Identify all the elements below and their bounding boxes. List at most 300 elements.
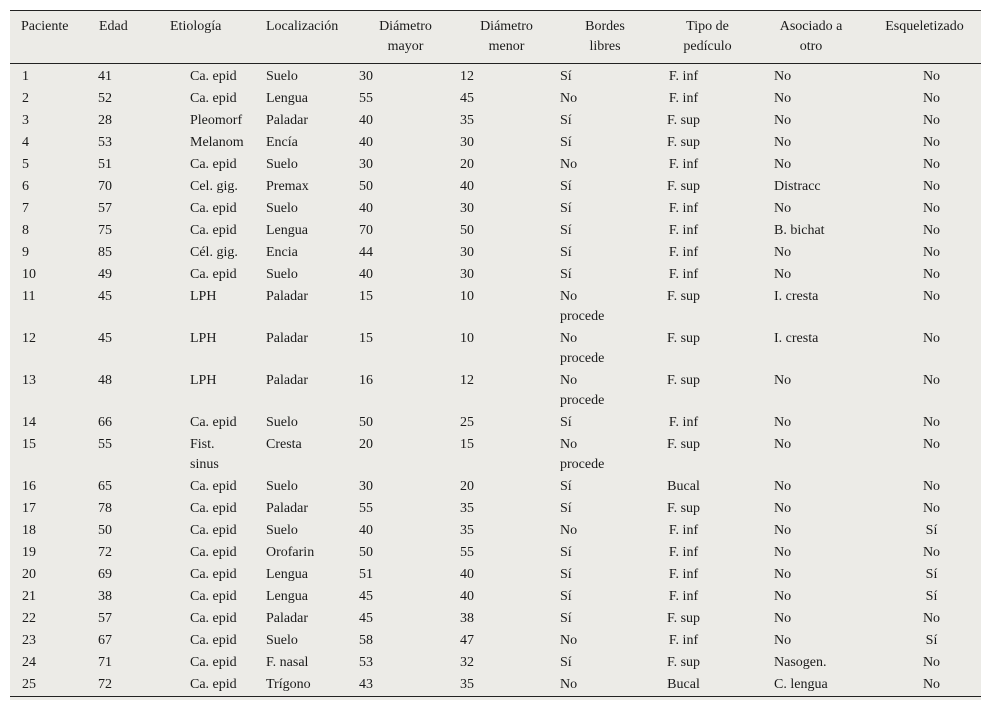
cell-text-bordes-libres: No <box>560 633 578 648</box>
cell-esqueletizado <box>852 88 981 110</box>
cell-edad <box>86 520 146 542</box>
header-localizacion: Localización <box>266 19 339 34</box>
cell-text-paciente: 21 <box>22 589 36 604</box>
cell-text-paciente: 13 <box>22 373 36 388</box>
cell-text-tipo-pediculo: Bucal <box>667 479 700 494</box>
cell-diametro-menor <box>456 520 557 542</box>
cell-bordes-libres <box>557 88 653 110</box>
cell-bordes-libres <box>557 542 653 564</box>
cell-paciente <box>10 64 86 89</box>
cell-text-diametro-mayor: 45 <box>359 589 373 604</box>
cell-edad <box>86 198 146 220</box>
cell-paciente <box>10 220 86 242</box>
cell-localizacion <box>250 476 355 498</box>
cell-text-esqueletizado: No <box>922 289 941 304</box>
cell-text-edad: 38 <box>98 589 112 604</box>
table-header-row <box>10 11 981 64</box>
cell-localizacion <box>250 434 355 476</box>
cell-edad <box>86 286 146 328</box>
cell-paciente <box>10 608 86 630</box>
cell-text-asociado-otro: No <box>774 501 792 516</box>
cell-edad <box>86 242 146 264</box>
cell-diametro-mayor <box>355 586 456 608</box>
cell-localizacion <box>250 674 355 697</box>
cell-diametro-mayor <box>355 476 456 498</box>
cell-tipo-pediculo <box>653 88 762 110</box>
cell-text-localizacion: Paladar <box>266 289 308 304</box>
cell-esqueletizado <box>852 652 981 674</box>
cell-etiologia <box>146 132 250 154</box>
cell-localizacion <box>250 220 355 242</box>
cell-text-tipo-pediculo: F. sup <box>666 437 701 452</box>
cell-text-etiologia: Ca. epid <box>190 157 237 172</box>
cell-esqueletizado <box>852 476 981 498</box>
cell-text-edad: 57 <box>98 201 112 216</box>
cell-tipo-pediculo <box>653 198 762 220</box>
cell-diametro-menor <box>456 434 557 476</box>
cell-edad <box>86 630 146 652</box>
cell-text-tipo-pediculo: F. inf <box>668 415 699 430</box>
cell-bordes-libres <box>557 64 653 89</box>
cell-paciente <box>10 674 86 697</box>
cell-esqueletizado <box>852 176 981 198</box>
cell-etiologia <box>146 64 250 89</box>
cell-text-asociado-otro: No <box>774 633 792 648</box>
cell-text-asociado-otro: No <box>774 135 792 150</box>
cell-asociado-otro <box>762 264 852 286</box>
cell-text-paciente: 10 <box>22 267 36 282</box>
cell-bordes-libres <box>557 476 653 498</box>
cell-paciente <box>10 412 86 434</box>
cell-text-etiologia: Cel. gig. <box>190 179 238 194</box>
cell-asociado-otro <box>762 110 852 132</box>
cell-text-localizacion: Paladar <box>266 501 308 516</box>
table-row <box>10 498 981 520</box>
cell-paciente <box>10 132 86 154</box>
cell-esqueletizado <box>852 586 981 608</box>
cell-esqueletizado <box>852 154 981 176</box>
cell-paciente <box>10 586 86 608</box>
cell-localizacion <box>250 242 355 264</box>
cell-text-etiologia: Ca. epid <box>190 69 237 84</box>
cell-edad <box>86 110 146 132</box>
cell-text-etiologia: Ca. epid <box>190 223 237 238</box>
cell-text-localizacion: Paladar <box>266 611 308 626</box>
cell-etiologia <box>146 564 250 586</box>
cell-text-tipo-pediculo: F. inf <box>668 91 699 106</box>
cell-text-esqueletizado: Sí <box>925 567 938 582</box>
cell-text-bordes-libres: Sí <box>560 501 572 516</box>
cell-diametro-menor <box>456 264 557 286</box>
cell-tipo-pediculo <box>653 264 762 286</box>
cell-esqueletizado <box>852 110 981 132</box>
cell-etiologia <box>146 586 250 608</box>
cell-text-diametro-menor: 35 <box>460 677 474 692</box>
cell-text-bordes-libres: No <box>560 91 578 106</box>
cell-text-etiologia: Cél. gig. <box>190 245 238 260</box>
cell-asociado-otro <box>762 220 852 242</box>
cell-text-localizacion: Suelo <box>266 201 298 216</box>
cell-etiologia <box>146 412 250 434</box>
cell-edad <box>86 652 146 674</box>
cell-paciente <box>10 520 86 542</box>
cell-esqueletizado <box>852 198 981 220</box>
cell-text-diametro-menor: 30 <box>460 201 474 216</box>
table-row <box>10 370 981 412</box>
cell-text-paciente: 6 <box>22 179 29 194</box>
cell-bordes-libres <box>557 176 653 198</box>
cell-asociado-otro <box>762 586 852 608</box>
cell-text-paciente: 9 <box>22 245 29 260</box>
cell-diametro-mayor <box>355 674 456 697</box>
cell-text-bordes-libres: No procede <box>560 437 605 472</box>
cell-text-diametro-mayor: 40 <box>359 523 373 538</box>
cell-text-etiologia: LPH <box>190 289 217 304</box>
cell-text-tipo-pediculo: F. sup <box>666 135 701 150</box>
cell-etiologia <box>146 242 250 264</box>
cell-text-bordes-libres: Sí <box>560 69 572 84</box>
cell-localizacion <box>250 498 355 520</box>
cell-asociado-otro <box>762 564 852 586</box>
table-row <box>10 264 981 286</box>
cell-text-asociado-otro: No <box>774 373 792 388</box>
cell-localizacion <box>250 88 355 110</box>
cell-text-esqueletizado: No <box>922 201 941 216</box>
cell-localizacion <box>250 652 355 674</box>
cell-edad <box>86 64 146 89</box>
header-diametro-mayor: Diámetro mayor <box>379 19 432 54</box>
cell-text-diametro-mayor: 70 <box>359 223 373 238</box>
cell-text-bordes-libres: No <box>560 523 578 538</box>
cell-localizacion <box>250 630 355 652</box>
cell-text-bordes-libres: Sí <box>560 113 572 128</box>
table-row <box>10 586 981 608</box>
cell-diametro-menor <box>456 476 557 498</box>
cell-text-esqueletizado: No <box>922 501 941 516</box>
cell-etiologia <box>146 498 250 520</box>
cell-text-diametro-menor: 20 <box>460 479 474 494</box>
cell-text-etiologia: Ca. epid <box>190 633 237 648</box>
cell-esqueletizado <box>852 434 981 476</box>
cell-asociado-otro <box>762 132 852 154</box>
cell-text-diametro-mayor: 15 <box>359 331 373 346</box>
cell-text-diametro-menor: 40 <box>460 179 474 194</box>
patients-table <box>10 10 981 697</box>
table-row <box>10 542 981 564</box>
cell-diametro-menor <box>456 586 557 608</box>
cell-localizacion <box>250 328 355 370</box>
cell-esqueletizado <box>852 64 981 89</box>
cell-bordes-libres <box>557 608 653 630</box>
cell-text-esqueletizado: No <box>922 135 941 150</box>
cell-paciente <box>10 434 86 476</box>
header-diametro-menor: Diámetro menor <box>480 19 533 54</box>
cell-paciente <box>10 264 86 286</box>
cell-text-paciente: 3 <box>22 113 29 128</box>
cell-text-edad: 53 <box>98 135 112 150</box>
cell-tipo-pediculo <box>653 286 762 328</box>
cell-text-diametro-mayor: 15 <box>359 289 373 304</box>
cell-diametro-mayor <box>355 88 456 110</box>
cell-asociado-otro <box>762 520 852 542</box>
cell-text-diametro-mayor: 40 <box>359 201 373 216</box>
cell-text-paciente: 7 <box>22 201 29 216</box>
cell-text-asociado-otro: No <box>774 245 792 260</box>
cell-text-etiologia: Ca. epid <box>190 267 237 282</box>
cell-paciente <box>10 542 86 564</box>
cell-text-paciente: 16 <box>22 479 36 494</box>
cell-text-bordes-libres: Sí <box>560 479 572 494</box>
table-row <box>10 64 981 89</box>
cell-diametro-menor <box>456 328 557 370</box>
cell-tipo-pediculo <box>653 412 762 434</box>
cell-text-localizacion: Lengua <box>266 567 308 582</box>
cell-text-esqueletizado: No <box>922 91 941 106</box>
cell-text-edad: 70 <box>98 179 112 194</box>
cell-text-esqueletizado: No <box>922 479 941 494</box>
cell-text-asociado-otro: No <box>774 267 792 282</box>
cell-paciente <box>10 652 86 674</box>
cell-diametro-mayor <box>355 286 456 328</box>
cell-text-bordes-libres: Sí <box>560 179 572 194</box>
cell-paciente <box>10 154 86 176</box>
cell-text-asociado-otro: No <box>774 91 792 106</box>
cell-diametro-menor <box>456 542 557 564</box>
cell-edad <box>86 412 146 434</box>
cell-text-diametro-mayor: 50 <box>359 415 373 430</box>
cell-text-paciente: 24 <box>22 655 36 670</box>
cell-etiologia <box>146 198 250 220</box>
cell-localizacion <box>250 564 355 586</box>
cell-text-edad: 52 <box>98 91 112 106</box>
cell-asociado-otro <box>762 412 852 434</box>
cell-localizacion <box>250 412 355 434</box>
table-panel <box>10 10 981 700</box>
cell-tipo-pediculo <box>653 242 762 264</box>
cell-asociado-otro <box>762 630 852 652</box>
cell-asociado-otro <box>762 154 852 176</box>
cell-text-diametro-menor: 55 <box>460 545 474 560</box>
cell-etiologia <box>146 154 250 176</box>
cell-text-diametro-menor: 30 <box>460 245 474 260</box>
cell-text-tipo-pediculo: F. inf <box>668 545 699 560</box>
cell-localizacion <box>250 520 355 542</box>
cell-text-etiologia: Ca. epid <box>190 655 237 670</box>
cell-text-asociado-otro: C. lengua <box>774 677 828 692</box>
cell-localizacion <box>250 586 355 608</box>
cell-bordes-libres <box>557 564 653 586</box>
header-tipo-pediculo: Tipo de pedículo <box>683 19 732 54</box>
cell-bordes-libres <box>557 498 653 520</box>
cell-text-diametro-menor: 32 <box>460 655 474 670</box>
cell-diametro-mayor <box>355 412 456 434</box>
cell-text-tipo-pediculo: F. sup <box>666 373 701 388</box>
cell-text-localizacion: Lengua <box>266 91 308 106</box>
cell-paciente <box>10 370 86 412</box>
cell-text-esqueletizado: Sí <box>925 633 938 648</box>
cell-diametro-menor <box>456 132 557 154</box>
cell-bordes-libres <box>557 630 653 652</box>
cell-diametro-menor <box>456 564 557 586</box>
cell-esqueletizado <box>852 220 981 242</box>
cell-esqueletizado <box>852 542 981 564</box>
cell-text-diametro-mayor: 30 <box>359 69 373 84</box>
cell-edad <box>86 674 146 697</box>
cell-tipo-pediculo <box>653 520 762 542</box>
cell-text-edad: 45 <box>98 289 112 304</box>
cell-paciente <box>10 176 86 198</box>
cell-asociado-otro <box>762 434 852 476</box>
table-row <box>10 88 981 110</box>
cell-text-paciente: 22 <box>22 611 36 626</box>
cell-text-bordes-libres: Sí <box>560 201 572 216</box>
cell-text-etiologia: Ca. epid <box>190 567 237 582</box>
cell-esqueletizado <box>852 286 981 328</box>
cell-text-diametro-mayor: 45 <box>359 611 373 626</box>
cell-edad <box>86 264 146 286</box>
cell-diametro-mayor <box>355 652 456 674</box>
cell-esqueletizado <box>852 242 981 264</box>
cell-text-diametro-mayor: 43 <box>359 677 373 692</box>
cell-diametro-mayor <box>355 176 456 198</box>
cell-tipo-pediculo <box>653 370 762 412</box>
cell-text-localizacion: Encía <box>266 135 298 150</box>
cell-text-etiologia: Fist. sinus <box>190 437 219 472</box>
cell-text-edad: 66 <box>98 415 112 430</box>
cell-etiologia <box>146 328 250 370</box>
cell-text-asociado-otro: No <box>774 567 792 582</box>
cell-bordes-libres <box>557 242 653 264</box>
cell-text-localizacion: F. nasal <box>266 655 309 670</box>
cell-text-esqueletizado: Sí <box>925 523 938 538</box>
table-row <box>10 564 981 586</box>
cell-text-asociado-otro: No <box>774 415 792 430</box>
cell-diametro-menor <box>456 176 557 198</box>
cell-diametro-menor <box>456 220 557 242</box>
header-paciente: Paciente <box>21 19 69 34</box>
cell-tipo-pediculo <box>653 586 762 608</box>
cell-bordes-libres <box>557 110 653 132</box>
cell-text-esqueletizado: No <box>922 223 941 238</box>
cell-asociado-otro <box>762 370 852 412</box>
cell-text-paciente: 12 <box>22 331 36 346</box>
cell-etiologia <box>146 630 250 652</box>
cell-text-diametro-menor: 40 <box>460 589 474 604</box>
cell-text-edad: 72 <box>98 545 112 560</box>
cell-text-diametro-mayor: 50 <box>359 545 373 560</box>
cell-etiologia <box>146 674 250 697</box>
cell-diametro-mayor <box>355 434 456 476</box>
cell-text-diametro-menor: 10 <box>460 331 474 346</box>
cell-text-diametro-mayor: 51 <box>359 567 373 582</box>
cell-text-tipo-pediculo: Bucal <box>667 677 700 692</box>
cell-diametro-menor <box>456 154 557 176</box>
cell-text-tipo-pediculo: F. inf <box>668 633 699 648</box>
cell-localizacion <box>250 542 355 564</box>
cell-text-edad: 55 <box>98 437 112 452</box>
cell-text-bordes-libres: Sí <box>560 135 572 150</box>
cell-text-diametro-mayor: 16 <box>359 373 373 388</box>
cell-text-diametro-menor: 35 <box>460 523 474 538</box>
cell-localizacion <box>250 132 355 154</box>
cell-text-bordes-libres: Sí <box>560 655 572 670</box>
cell-paciente <box>10 198 86 220</box>
cell-tipo-pediculo <box>653 434 762 476</box>
cell-text-etiologia: Ca. epid <box>190 611 237 626</box>
cell-etiologia <box>146 176 250 198</box>
cell-diametro-mayor <box>355 110 456 132</box>
cell-diametro-menor <box>456 652 557 674</box>
cell-text-diametro-mayor: 30 <box>359 479 373 494</box>
cell-text-bordes-libres: Sí <box>560 611 572 626</box>
cell-asociado-otro <box>762 198 852 220</box>
cell-tipo-pediculo <box>653 630 762 652</box>
cell-esqueletizado <box>852 608 981 630</box>
cell-localizacion <box>250 370 355 412</box>
cell-asociado-otro <box>762 476 852 498</box>
cell-text-tipo-pediculo: F. sup <box>666 501 701 516</box>
cell-bordes-libres <box>557 370 653 412</box>
cell-text-tipo-pediculo: F. inf <box>668 223 699 238</box>
header-esqueletizado: Esqueletizado <box>885 19 964 34</box>
cell-text-localizacion: Suelo <box>266 415 298 430</box>
cell-text-localizacion: Encia <box>266 245 298 260</box>
header-etiologia: Etiología <box>170 19 222 34</box>
cell-paciente <box>10 242 86 264</box>
cell-text-edad: 65 <box>98 479 112 494</box>
cell-text-esqueletizado: No <box>922 179 941 194</box>
cell-bordes-libres <box>557 132 653 154</box>
header-bordes-libres: Bordes libres <box>585 19 625 54</box>
cell-text-asociado-otro: No <box>774 69 792 84</box>
cell-esqueletizado <box>852 564 981 586</box>
cell-text-localizacion: Suelo <box>266 523 298 538</box>
cell-localizacion <box>250 110 355 132</box>
table-row <box>10 220 981 242</box>
cell-esqueletizado <box>852 132 981 154</box>
cell-edad <box>86 370 146 412</box>
cell-edad <box>86 476 146 498</box>
cell-text-edad: 72 <box>98 677 112 692</box>
cell-asociado-otro <box>762 498 852 520</box>
cell-diametro-mayor <box>355 264 456 286</box>
cell-text-esqueletizado: Sí <box>925 589 938 604</box>
cell-text-edad: 85 <box>98 245 112 260</box>
cell-text-asociado-otro: B. bichat <box>774 223 825 238</box>
cell-text-localizacion: Cresta <box>266 437 302 452</box>
cell-text-edad: 45 <box>98 331 112 346</box>
cell-text-paciente: 4 <box>22 135 29 150</box>
cell-bordes-libres <box>557 264 653 286</box>
cell-edad <box>86 564 146 586</box>
cell-text-esqueletizado: No <box>922 611 941 626</box>
cell-text-bordes-libres: No <box>560 157 578 172</box>
cell-text-tipo-pediculo: F. inf <box>668 523 699 538</box>
cell-text-edad: 69 <box>98 567 112 582</box>
cell-diametro-mayor <box>355 498 456 520</box>
cell-paciente <box>10 498 86 520</box>
cell-paciente <box>10 88 86 110</box>
cell-etiologia <box>146 110 250 132</box>
cell-text-etiologia: Ca. epid <box>190 677 237 692</box>
cell-bordes-libres <box>557 220 653 242</box>
cell-asociado-otro <box>762 608 852 630</box>
cell-text-edad: 28 <box>98 113 112 128</box>
cell-text-diametro-mayor: 50 <box>359 179 373 194</box>
cell-text-esqueletizado: No <box>922 331 941 346</box>
cell-diametro-menor <box>456 674 557 697</box>
cell-etiologia <box>146 286 250 328</box>
